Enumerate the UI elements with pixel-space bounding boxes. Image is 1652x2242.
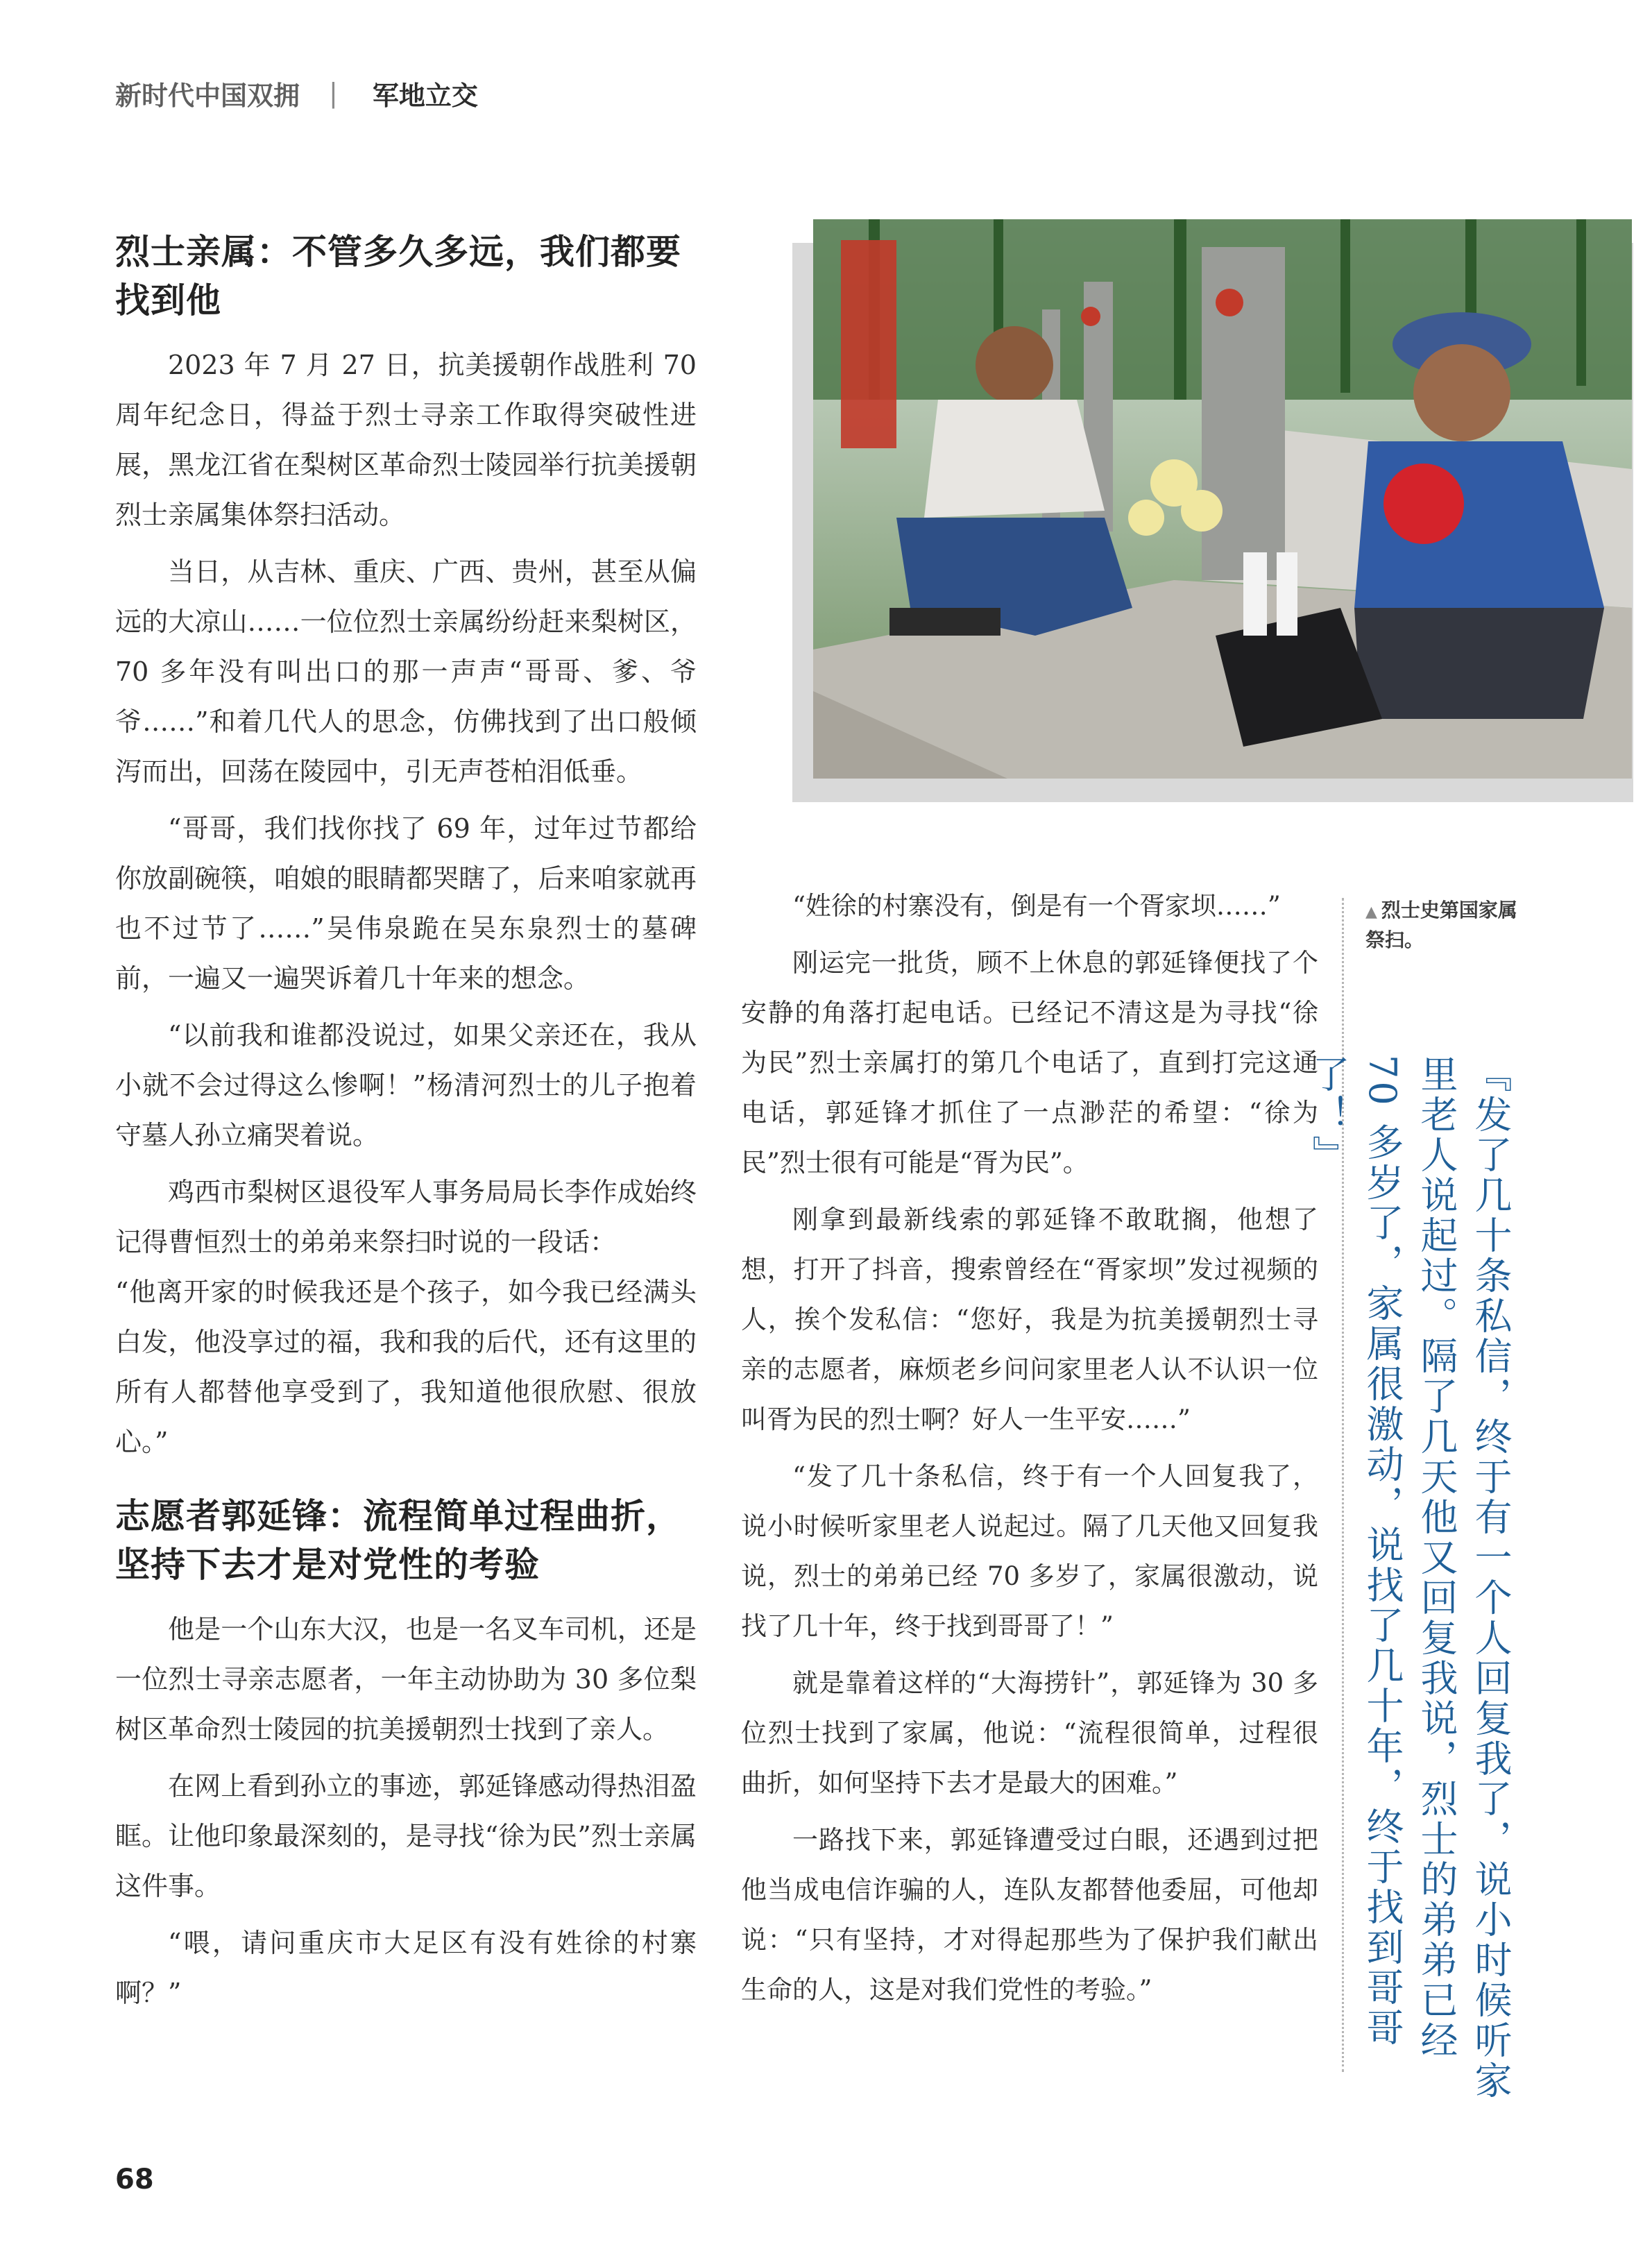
section1-title: 烈士亲属：不管多久多远，我们都要找到他 xyxy=(115,232,681,321)
section2-title: 志愿者郭延锋：流程简单过程曲折，坚持下去才是对党性的考验 xyxy=(115,1496,681,1585)
header-separator: | xyxy=(329,78,338,108)
pull-quote: 『发了几十条私信，终于有一个人回复我了，说小时候听家里老人说起过。隔了几天他又回复我说，烈士的弟弟已经 70 多岁了，家属很激动，说找了几十年，终于找到哥哥了！』 xyxy=(1306,1055,1513,2101)
memorial-photo xyxy=(813,219,1632,779)
section2-paragraph: 在网上看到孙立的事迹，郭延锋感动得热泪盈眶。让他印象最深刻的，是寻找“徐为民”烈士亲属这件事。 xyxy=(115,1771,697,1901)
caption-text: 烈士史第国家属祭扫。 xyxy=(1365,899,1517,951)
left-column xyxy=(115,228,697,2025)
section2-paragraph: “发了几十条私信，终于有一个人回复我了，说小时候听家里老人说起过。隔了几天他又回复我说，烈士的弟弟已经 70 多岁了，家属很激动，说找了几十年，终于找到哥哥了！” xyxy=(741,1461,1318,1641)
section2-paragraph: 一路找下来，郭延锋遭受过白眼，还遇到过把他当成电信诈骗的人，连队友都替他委屈，可他却说：“只有坚持，才对得起那些为了保护我们献出生命的人，这是对我们党性的考验。” xyxy=(741,1825,1318,2005)
section2-paragraph: 就是靠着这样的“大海捞针”，郭延锋为 30 多位烈士找到了家属，他说：“流程很简单，过程很曲折，如何坚持下去才是最大的困难。” xyxy=(741,1668,1318,1798)
section1-paragraph: 当日，从吉林、重庆、广西、贵州，甚至从偏远的大凉山……一位位烈士亲属纷纷赶来梨树区，70 多年没有叫出口的那一声声“哥哥、爹、爷爷……”和着几代人的思念，仿佛找到了出口般倾泻而出，回荡在陵园中，引无声苍柏泪低垂。 xyxy=(115,557,697,787)
section2-paragraph: “喂，请问重庆市大足区有没有姓徐的村寨啊？” xyxy=(115,1928,697,2008)
caption-triangle-icon: ▲ xyxy=(1365,903,1377,921)
section2-paragraph: 他是一个山东大汉，也是一名叉车司机，还是一位烈士寻亲志愿者，一年主动协助为 30 多位梨树区革命烈士陵园的抗美援朝烈士找到了亲人。 xyxy=(115,1614,697,1744)
page-number: 68 xyxy=(115,2164,154,2196)
section2-paragraph: 刚运完一批货，顾不上休息的郭延锋便找了个安静的角落打起电话。已经记不清这是为寻找“徐为民”烈士亲属打的第几个电话了，直到打完这通电话，郭延锋才抓住了一点渺茫的希望：“徐为民”烈士很有可能是“胥为民”。 xyxy=(741,948,1318,1178)
running-header xyxy=(115,72,478,114)
section1-paragraph: “以前我和谁都没说过，如果父亲还在，我从小就不会过得这么惨啊！”杨清河烈士的儿子抱着守墓人孙立痛哭着说。 xyxy=(115,1020,697,1150)
section1-paragraph: “他离开家的时候我还是个孩子，如今我已经满头白发，他没享过的福，我和我的后代，还有这里的所有人都替他享受到了，我知道他很欣慰、很放心。” xyxy=(115,1277,697,1457)
photo-caption xyxy=(1365,897,1532,954)
middle-column xyxy=(741,881,1318,2022)
magazine-name: 新时代中国双拥 xyxy=(115,80,300,111)
section1-paragraph: “哥哥，我们找你找了 69 年，过年过节都给你放副碗筷，咱娘的眼睛都哭瞎了，后来咱家就再也不过节了……”吴伟泉跪在吴东泉烈士的墓碑前，一遍又一遍哭诉着几十年来的想念。 xyxy=(115,813,697,994)
section1-paragraph: 2023 年 7 月 27 日，抗美援朝作战胜利 70 周年纪念日，得益于烈士寻亲工作取得突破性进展，黑龙江省在梨树区革命烈士陵园举行抗美援朝烈士亲属集体祭扫活动。 xyxy=(115,350,697,530)
section2-paragraph: 刚拿到最新线索的郭延锋不敢耽搁，他想了想，打开了抖音，搜索曾经在“胥家坝”发过视频的人，挨个发私信：“您好，我是为抗美援朝烈士寻亲的志愿者，麻烦老乡问问家里老人认不认识一位叫胥为民的烈士啊？好人一生平安……” xyxy=(741,1205,1318,1434)
section1-paragraph: 鸡西市梨树区退役军人事务局局长李作成始终记得曹恒烈士的弟弟来祭扫时说的一段话： xyxy=(115,1177,697,1257)
section2-paragraph: “姓徐的村寨没有，倒是有一个胥家坝……” xyxy=(792,891,1281,921)
section-name: 军地立交 xyxy=(372,80,478,111)
